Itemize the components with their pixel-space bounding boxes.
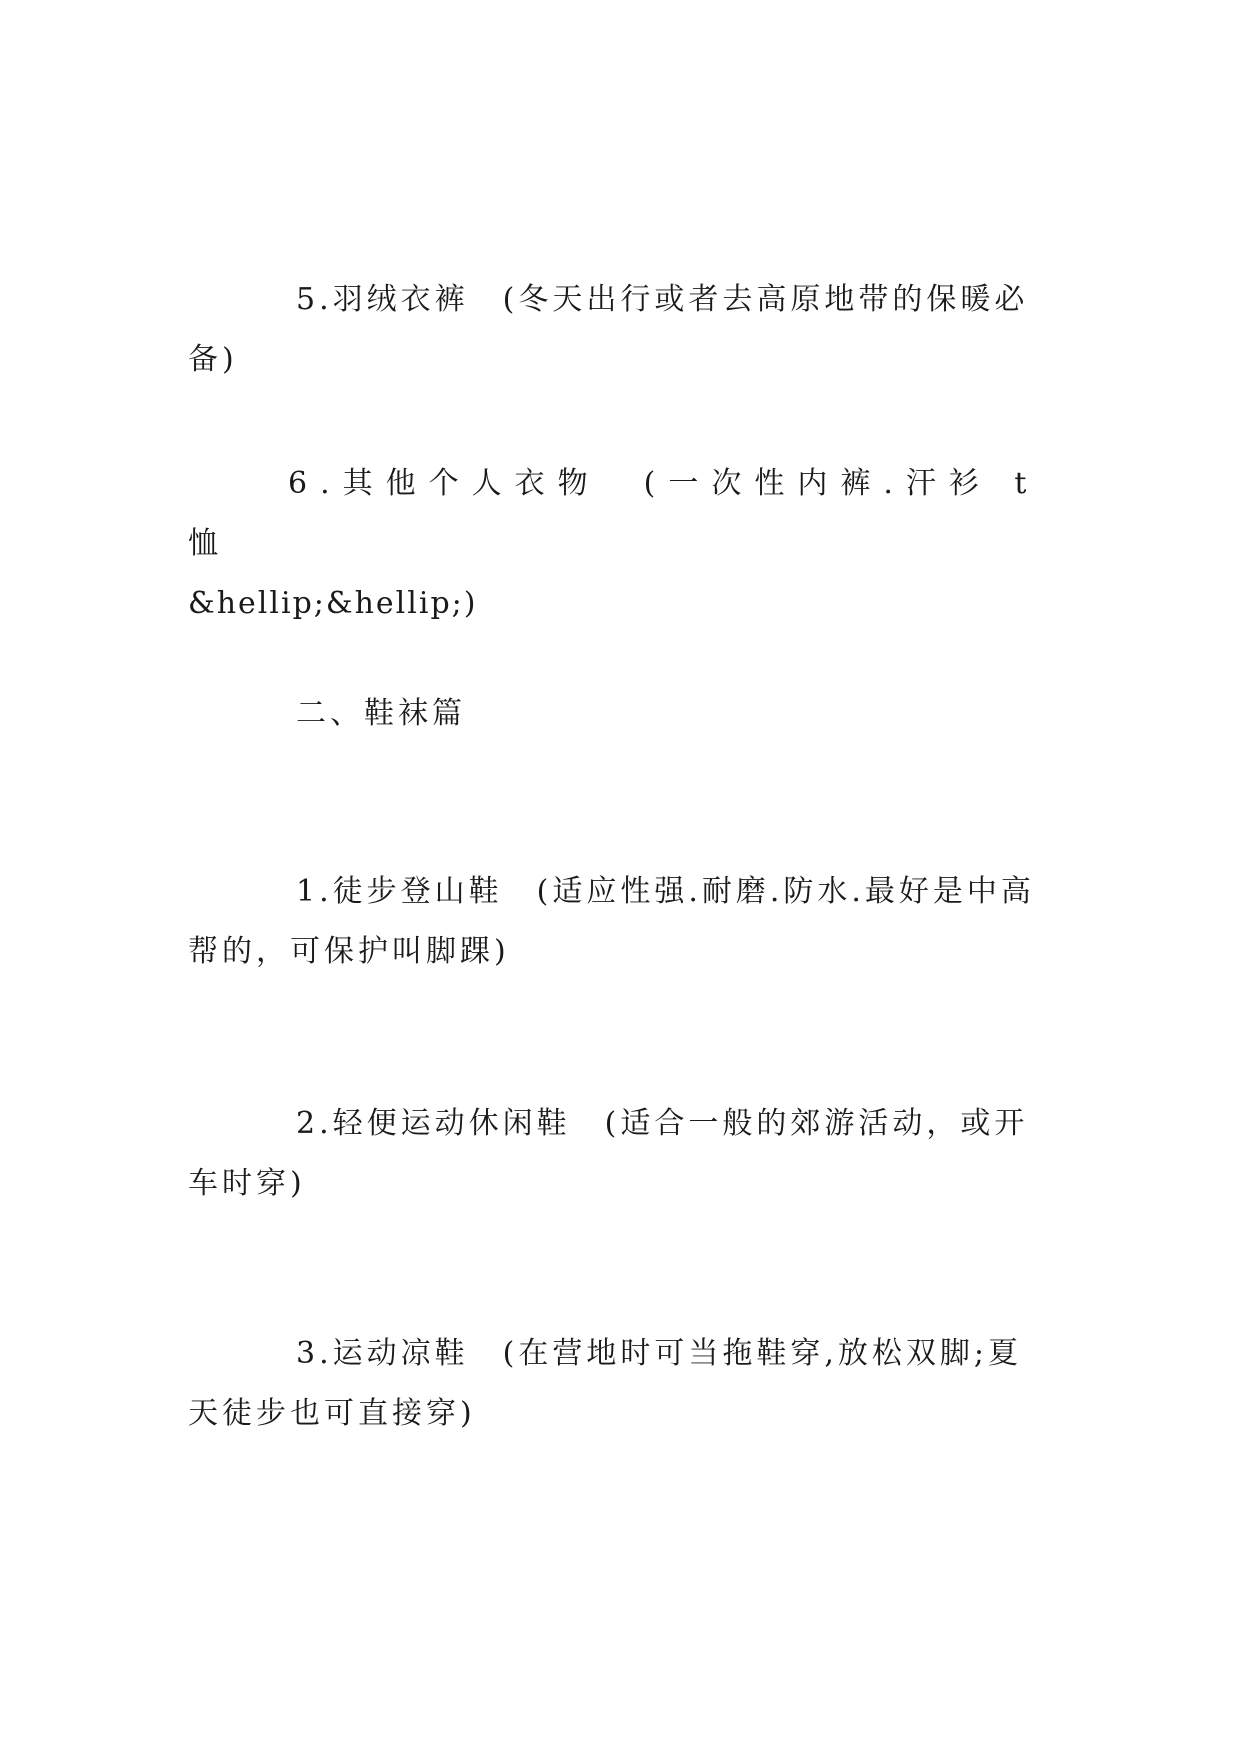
paragraph-text: 5.羽绒衣裤 (冬天出行或者去高原地带的保暖必备): [188, 282, 1029, 377]
list-item-personal-clothing: [188, 454, 1053, 634]
heading-text: 二、鞋袜篇: [296, 696, 466, 731]
paragraph-text: 1.徒步登山鞋 (适应性强.耐磨.防水.最好是中高帮的，可保护叫脚踝): [188, 874, 1035, 969]
list-item-down-clothing: [188, 270, 1053, 390]
paragraph-text: 3.运动凉鞋 (在营地时可当拖鞋穿,放松双脚;夏天徒步也可直接穿): [188, 1336, 1022, 1431]
list-item-hiking-boots: [188, 862, 1053, 982]
section-heading-shoes-socks: [188, 684, 1053, 744]
paragraph-text-line1: 6.其他个人衣物 (一次性内裤.汗衫 t 恤: [188, 466, 1040, 561]
list-item-casual-sneakers: [188, 1094, 1053, 1214]
paragraph-text: 2.轻便运动休闲鞋 (适合一般的郊游活动，或开车时穿): [188, 1106, 1029, 1201]
paragraph-text-line2: &hellip;&hellip;): [188, 586, 478, 621]
list-item-sport-sandals: [188, 1324, 1053, 1444]
